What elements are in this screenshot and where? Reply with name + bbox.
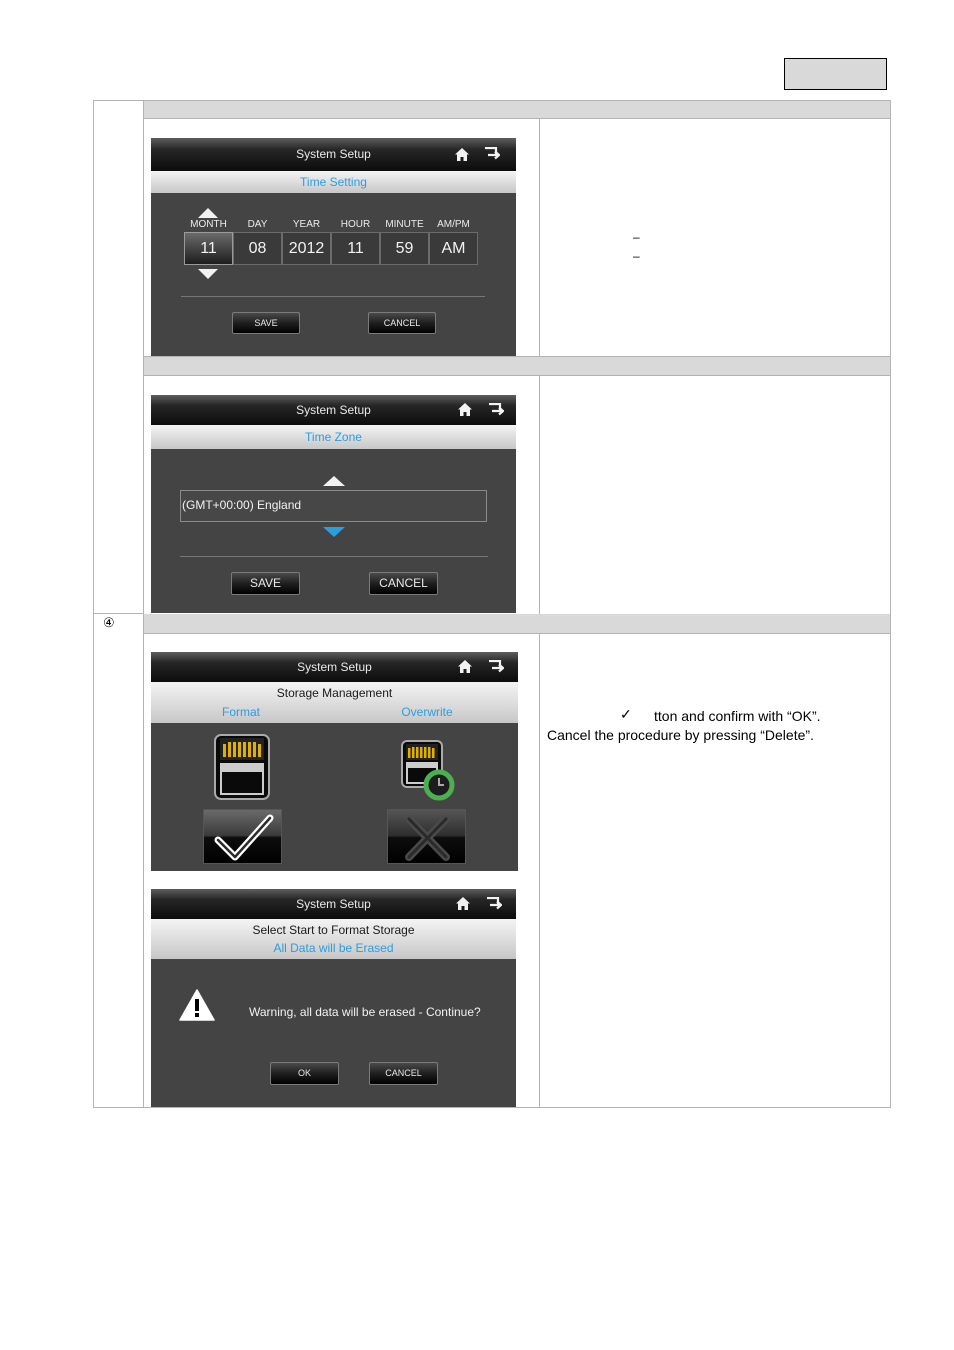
- screen-subtitle: Time Zone: [305, 430, 362, 444]
- screen-subtitle: Time Setting: [300, 175, 367, 189]
- separator: [181, 296, 485, 297]
- format-heading: Select Start to Format Storage: [252, 923, 415, 937]
- back-icon[interactable]: [488, 660, 504, 674]
- list-dash-2: –: [633, 249, 640, 263]
- cross-icon: [388, 810, 467, 865]
- screen-subtitle-bar: [151, 919, 516, 959]
- ok-button[interactable]: OK: [270, 1062, 339, 1085]
- label-minute: MINUTE: [385, 219, 424, 230]
- arrow-down-icon[interactable]: [323, 527, 345, 537]
- format-option[interactable]: Format: [221, 705, 260, 719]
- arrow-up-icon[interactable]: [198, 208, 218, 218]
- format-confirm-screen: [151, 889, 516, 1107]
- screen-header: [151, 652, 518, 682]
- warning-icon: [179, 989, 215, 1021]
- screen-subtitle-bar: [151, 171, 516, 193]
- storage-heading: Storage Management: [276, 686, 393, 700]
- label-month: MONTH: [190, 219, 227, 230]
- table-border-bottom: [93, 1107, 891, 1108]
- back-icon[interactable]: [488, 403, 504, 417]
- home-icon[interactable]: [458, 403, 472, 416]
- minute-field[interactable]: 59: [380, 232, 429, 265]
- sd-card-overwrite-icon[interactable]: [401, 740, 457, 802]
- screen-subtitle-bar: [151, 682, 518, 723]
- screen-title: System Setup: [296, 147, 371, 161]
- cancel-button[interactable]: CANCEL: [368, 312, 436, 334]
- time-zone-value: (GMT+00:00) England: [182, 498, 302, 512]
- table-row-divider: [93, 613, 144, 614]
- table-border-right: [890, 100, 891, 1108]
- screen-title: System Setup: [297, 660, 372, 674]
- format-subheading: All Data will be Erased: [273, 941, 394, 955]
- time-setting-screen: [151, 138, 516, 356]
- hour-field[interactable]: 11: [331, 232, 380, 265]
- month-field[interactable]: 11: [184, 232, 233, 265]
- back-icon[interactable]: [486, 897, 502, 911]
- confirm-check-button[interactable]: [203, 809, 282, 864]
- home-icon[interactable]: [455, 148, 469, 161]
- home-icon[interactable]: [456, 897, 470, 910]
- overwrite-option[interactable]: Overwrite: [401, 705, 453, 719]
- checkmark-icon: [204, 810, 283, 865]
- checkmark-symbol: ✓: [620, 706, 632, 722]
- back-icon[interactable]: [484, 147, 500, 161]
- home-icon[interactable]: [458, 660, 472, 673]
- screen-header: [151, 889, 516, 919]
- screen-header: [151, 138, 516, 171]
- screen-header: [151, 395, 516, 425]
- arrow-up-icon[interactable]: [323, 476, 345, 486]
- warning-message: Warning, all data will be erased - Continue?: [249, 1005, 481, 1019]
- day-field[interactable]: 08: [233, 232, 282, 265]
- section-band-2: [144, 356, 890, 376]
- description-line-1: tton and confirm with “OK”.: [654, 708, 821, 724]
- storage-management-screen: [151, 652, 518, 871]
- time-zone-screen: [151, 395, 516, 613]
- list-dash-1: –: [633, 230, 640, 244]
- screen-subtitle-bar: [151, 425, 516, 449]
- sd-card-icon[interactable]: [214, 734, 270, 800]
- ampm-field[interactable]: AM: [429, 232, 478, 265]
- cancel-button[interactable]: CANCEL: [369, 572, 438, 595]
- table-column-divider: [143, 100, 144, 1108]
- label-year: YEAR: [292, 219, 321, 230]
- page-number-box: [784, 58, 887, 90]
- save-button[interactable]: SAVE: [231, 572, 300, 595]
- section-marker: ④: [103, 615, 115, 630]
- cancel-button[interactable]: CANCEL: [369, 1062, 438, 1085]
- table-border-left: [93, 100, 94, 1108]
- label-day: DAY: [247, 219, 268, 230]
- section-band-3: [144, 614, 890, 634]
- arrow-down-icon[interactable]: [198, 269, 218, 279]
- save-button[interactable]: SAVE: [232, 312, 300, 334]
- screen-title: System Setup: [296, 897, 371, 911]
- section-band-1: [144, 101, 890, 119]
- cancel-cross-button[interactable]: [387, 809, 466, 864]
- year-field[interactable]: 2012: [282, 232, 331, 265]
- description-line-2: Cancel the procedure by pressing “Delete”.: [547, 727, 814, 743]
- separator: [180, 556, 488, 557]
- label-hour: HOUR: [340, 219, 371, 230]
- label-ampm: AM/PM: [437, 219, 470, 230]
- screen-title: System Setup: [296, 403, 371, 417]
